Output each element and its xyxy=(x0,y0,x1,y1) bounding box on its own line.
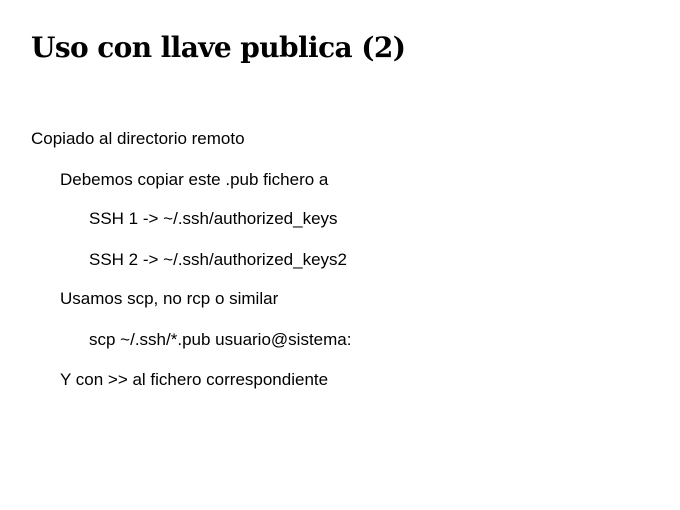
bullet-level-3: scp ~/.ssh/*.pub usuario@sistema: xyxy=(89,330,352,349)
bullet-level-3: SSH 1 -> ~/.ssh/authorized_keys xyxy=(89,209,338,228)
bullet-level-3: SSH 2 -> ~/.ssh/authorized_keys2 xyxy=(89,250,347,269)
bullet-level-1: Copiado al directorio remoto xyxy=(31,129,245,148)
slide-title: Uso con llave publica (2) xyxy=(31,31,406,64)
bullet-level-2: Debemos copiar este .pub fichero a xyxy=(60,170,329,189)
bullet-level-2: Y con >> al fichero correspondiente xyxy=(60,370,329,389)
bullet-level-2: Usamos scp, no rcp o similar xyxy=(60,289,279,308)
